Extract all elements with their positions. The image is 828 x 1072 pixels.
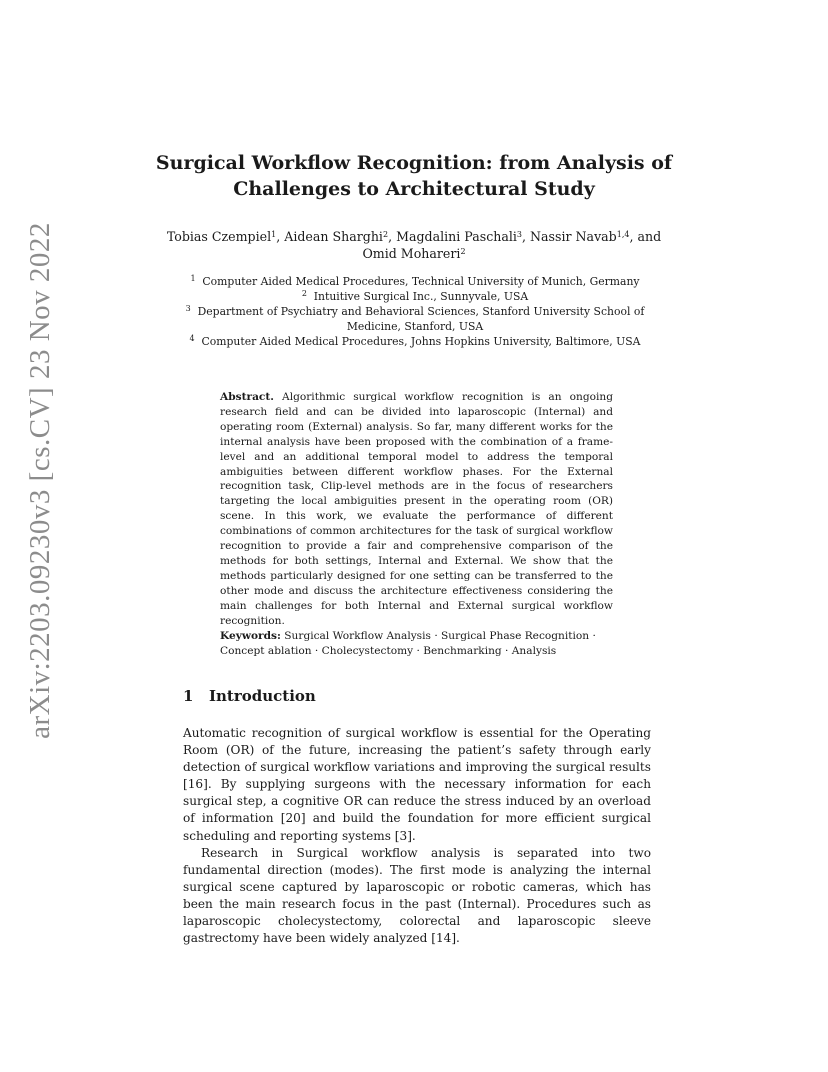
- abstract: [220, 390, 613, 629]
- affiliation-list: [160, 274, 670, 349]
- section-body: [183, 725, 651, 947]
- author-list: Tobias Czempiel$^1$, Aidean Sharghi$^2$, Magdalini Paschali$^3$, Nassir Navab$^{1,4}$, and Omid Mohareri$^2$: [166, 229, 662, 261]
- keywords: [220, 629, 613, 659]
- affiliation-mark: 2: [301, 289, 307, 298]
- keywords-text: Surgical Workflow Analysis · Surgical Phase Recognition · Concept ablation · Cholecystectomy · Benchmarking · Analysis: [220, 630, 596, 657]
- affiliation-mark: 3: [185, 304, 191, 313]
- author-name: Tobias Czempiel: [166, 229, 272, 244]
- abstract-text: Algorithmic surgical workflow recognition is an ongoing research field and can be divided into laparoscopic (Internal) and operating room (External) analysis. So far, many different works for the internal analysis have been proposed with the combination of a frame-level and an additional temporal model to address the temporal ambiguities between different workflow phases. For the External recognition task, Clip-level methods are in the focus of researchers targeting the local ambiguities present in the operating room (OR) scene. In this work, we evaluate the performance of different combinations of common architectures for the task of surgical workflow recognition to provide a fair and comprehensive comparison of the methods for both settings, Internal and External. We show that the methods particularly designed for one setting can be transferred to the other mode and discuss the architecture effectiveness considering the main challenges for both Internal and External surgical workflow recognition.: [220, 391, 613, 627]
- author-affiliation-mark: 1,4: [616, 230, 630, 239]
- title-line-2: Challenges to Architectural Study: [233, 178, 595, 200]
- affiliation-mark: 1: [190, 274, 196, 283]
- affiliation-text: Computer Aided Medical Procedures, Technical University of Munich, Germany: [202, 275, 640, 288]
- section-title: Introduction: [209, 687, 316, 705]
- body-paragraph: Automatic recognition of surgical workflow is essential for the Operating Room (OR) of the future, increasing the patient’s safety through early detection of surgical workflow variations and improving the surgical results [16]. By supplying surgeons with the necessary information for each surgical step, a cognitive OR can reduce the stress induced by an overload of information [20] and build the foundation for more efficient surgical scheduling and reporting systems [3].: [183, 726, 651, 843]
- arxiv-identifier-stamp: [18, 180, 62, 780]
- author-name: Magdalini Paschali: [396, 229, 517, 244]
- arxiv-identifier-text: arXiv:2203.09230v3 [cs.CV] 23 Nov 2022: [23, 221, 56, 739]
- affiliation-text: Department of Psychiatry and Behavioral Sciences, Stanford University School of Medicine, Stanford, USA: [197, 305, 645, 333]
- author-name: Omid Mohareri: [362, 246, 461, 261]
- body-paragraph: Research in Surgical workflow analysis is separated into two fundamental direction (modes). The first mode is analyzing the internal surgical scene captured by laparoscopic or robotic cameras, which has been the main research focus in the past (Internal). Procedures such as laparoscopic cholecystectomy, colorectal and laparoscopic sleeve gastrectomy have been widely analyzed [14].: [183, 845, 651, 946]
- abstract-label: Abstract.: [220, 391, 274, 403]
- author-affiliation-mark: 2: [382, 230, 389, 239]
- section-heading: [183, 686, 653, 706]
- author-conjunction: and: [637, 229, 662, 244]
- affiliation-item: [160, 289, 670, 304]
- section-number: 1: [183, 687, 194, 705]
- author-name: Nassir Navab: [530, 229, 617, 244]
- author-affiliation-mark: 3: [516, 230, 523, 239]
- affiliation-item: [160, 274, 670, 289]
- paper-title: [150, 150, 678, 202]
- affiliation-item: [160, 304, 670, 334]
- author-name: Aidean Sharghi: [284, 229, 383, 244]
- affiliation-mark: 4: [189, 334, 195, 343]
- affiliation-item: [160, 334, 670, 349]
- keywords-label: Keywords:: [220, 630, 281, 642]
- affiliation-text: Computer Aided Medical Procedures, Johns Hopkins University, Baltimore, USA: [201, 335, 641, 348]
- author-affiliation-mark: 2: [460, 247, 466, 256]
- author-affiliation-mark: 1: [271, 230, 277, 239]
- affiliation-text: Intuitive Surgical Inc., Sunnyvale, USA: [313, 290, 529, 303]
- title-line-1: Surgical Workflow Recognition: from Analysis of: [155, 152, 673, 174]
